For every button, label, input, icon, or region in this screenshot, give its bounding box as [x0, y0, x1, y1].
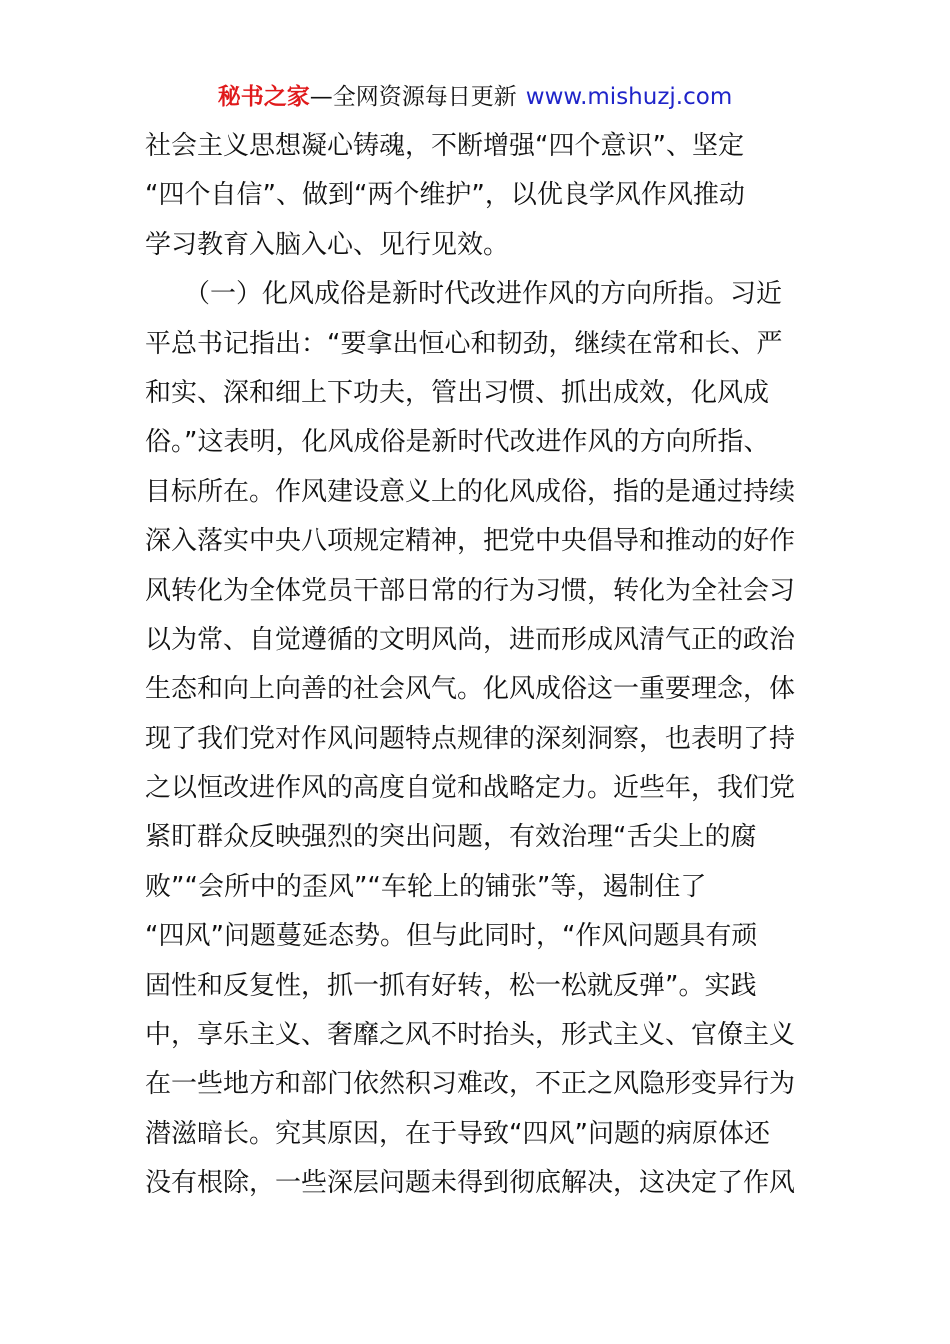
text-line: 平总书记指出：“要拿出恒心和韧劲，继续在常和长、严	[145, 328, 783, 359]
text-line: 深入落实中央八项规定精神，把党中央倡导和推动的好作	[145, 526, 796, 557]
text-line: 俗。”这表明，化风成俗是新时代改进作风的方向所指、	[145, 427, 770, 458]
text-line: 生态和向上向善的社会风气。化风成俗这一重要理念，体	[145, 674, 796, 705]
text-line: 中，享乐主义、奢靡之风不时抬头，形式主义、官僚主义	[145, 1020, 796, 1051]
site-brand: 秘书之家	[217, 84, 310, 110]
text-line: 目标所在。作风建设意义上的化风成俗，指的是通过持续	[145, 476, 796, 507]
text-line: 社会主义思想凝心铸魂，不断增强“四个意识”、坚定	[145, 131, 744, 161]
text-line: 学习教育入脑入心、见行见效。	[145, 229, 510, 260]
text-line: 败”“会所中的歪风”“车轮上的铺张”等，遏制住了	[145, 871, 707, 902]
document-body	[145, 122, 810, 1209]
site-url-link[interactable]: www.mishuzj.com	[525, 84, 733, 110]
text-line: 在一些地方和部门依然积习难改，不正之风隐形变异行为	[145, 1069, 796, 1100]
text-line: 和实、深和细上下功夫，管出习惯、抓出成效，化风成	[145, 377, 770, 408]
text-line: 之以恒改进作风的高度自觉和战略定力。近些年，我们党	[145, 773, 796, 804]
text-line: 潜滋暗长。究其原因，在于导致“四风”问题的病原体还	[145, 1118, 770, 1149]
text-line: 紧盯群众反映强烈的突出问题，有效治理“舌尖上的腐	[145, 822, 757, 853]
text-line: 风转化为全体党员干部日常的行为习惯，转化为全社会习	[145, 575, 796, 606]
text-line: 现了我们党对作风问题特点规律的深刻洞察，也表明了持	[145, 723, 796, 754]
text-line: “四风”问题蔓延态势。但与此同时，“作风问题具有顽	[145, 921, 758, 952]
text-line: 固性和反复性，抓一抓有好转，松一松就反弹”。实践	[145, 970, 757, 1001]
text-line: “四个自信”、做到“两个维护”，以优良学风作风推动	[145, 180, 745, 211]
text-line: 以为常、自觉遵循的文明风尚，进而形成风清气正的政治	[145, 624, 796, 655]
text-line: 没有根除，一些深层问题未得到彻底解决，这决定了作风	[145, 1168, 796, 1199]
site-tagline: —全网资源每日更新	[309, 84, 517, 110]
text-line: （一）化风成俗是新时代改进作风的方向所指。习近	[145, 279, 783, 310]
page-header	[0, 80, 950, 114]
